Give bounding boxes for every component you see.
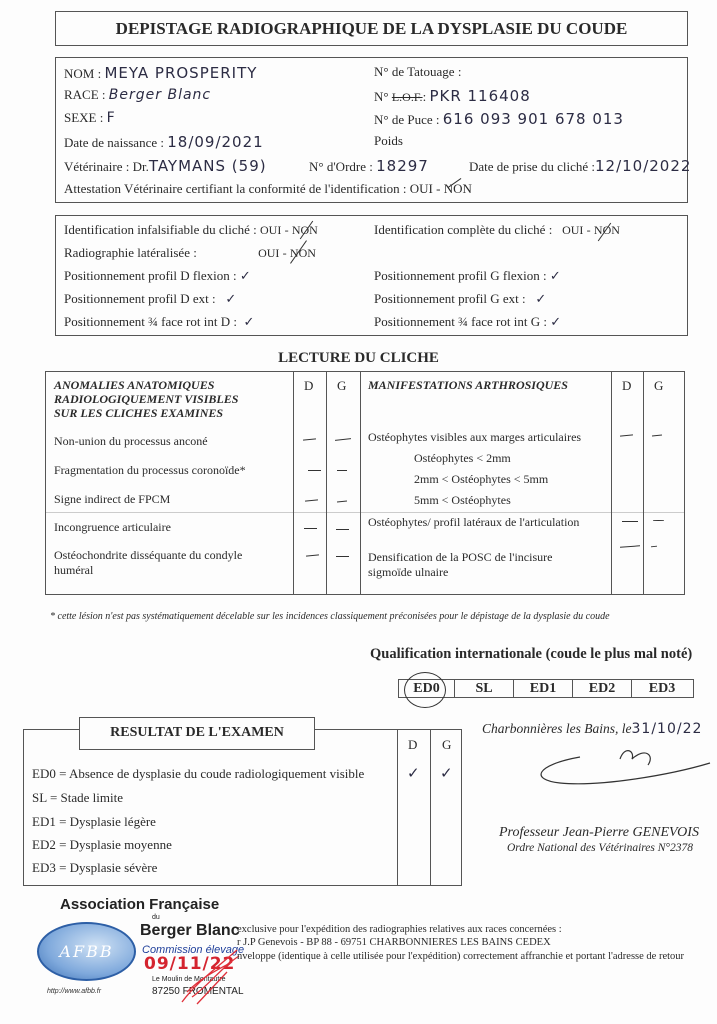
arthrose-row-label: 5mm < Ostéophytes [414,493,511,507]
stamp-line3: Berger Blanc [140,922,240,939]
position-label: Positionnement profil D flexion : [64,268,237,283]
checks-section [55,215,688,336]
col-line [293,372,294,594]
position-mark: ✓ [535,292,548,307]
position-mark: ✓ [243,315,256,330]
signature-name: Professeur Jean-Pierre GENEVOIS [499,825,699,840]
position-d-flexion [64,268,252,284]
resultat-col-g: G [442,737,452,752]
position-g-flexion [374,268,562,284]
veterinaire-field [64,157,267,175]
grade-ed1[interactable]: ED1 [514,680,573,697]
mark-g-profil [653,520,664,521]
puce-field [374,110,624,128]
mark-g-row3 [337,500,347,502]
resultat-col-d: D [408,737,418,752]
footer-line3: nveloppe (identique à celle utilisée pour l'expédition) correctement affranchie et portant l'adresse de retour [237,951,685,962]
mark-d-row4 [304,528,317,529]
resultat-title: RESULTAT DE L'EXAMEN [110,725,284,740]
resultat-g-mark: ✓ [440,764,454,782]
puce-value: 616 093 901 678 013 [442,110,624,128]
poids-label: Poids [374,133,403,148]
right-header: MANIFESTATIONS ARTHROSIQUES [368,378,568,392]
stamp-line2: du [152,914,160,921]
col-line [430,730,431,885]
arthrose-row-label: 2mm < Ostéophytes < 5mm [414,472,549,486]
sexe-value: F [106,110,116,126]
naissance-field [64,133,264,151]
strike-mark-icon [300,221,313,240]
attestation-non[interactable]: NON [444,181,472,196]
veterinaire-label: Vétérinaire : Dr. [64,159,149,174]
resultat-title-box [79,717,315,750]
position-mark: ✓ [549,269,562,284]
stamp-line5: Le Moulin de Montautre [152,976,226,983]
lecture-title: LECTURE DU CLICHE [278,350,439,366]
arthrose-row-label: Ostéophytes < 2mm [414,451,511,465]
mark-d-row1 [303,438,316,440]
mark-g-row5 [336,556,349,557]
mark-g-row2 [337,470,347,471]
page-title: DEPISTAGE RADIOGRAPHIQUE DE LA DYSPLASIE DU COUDE [115,19,628,38]
non-option[interactable]: NON [292,223,318,237]
lecture-table [45,371,685,595]
anomaly-row-label [54,548,242,578]
attestation-sep: - [436,181,441,196]
left-header [54,378,238,420]
attestation-field [64,181,472,197]
signature-scribble-icon [520,745,717,795]
option-sep: - [586,223,591,237]
signature-place-label: Charbonnières les Bains, le [482,721,632,736]
puce-label: N° de Puce : [374,112,440,127]
race-value: Berger Blanc [108,87,212,103]
lof-field [374,87,531,105]
grade-ed3[interactable]: ED3 [648,681,676,696]
position-label: Positionnement ¾ face rot int G : [374,314,547,329]
ordre-field [309,157,429,175]
mark-d-posc [620,545,640,547]
resultat-d-mark: ✓ [407,764,421,782]
lof-prefix: N° [374,89,389,104]
left-col-d-header: D [304,378,314,393]
option-sep: - [282,246,287,260]
qualification-title: Qualification internationale (coude le plus mal noté) [370,646,693,662]
nom-field [64,64,257,82]
lof-struck-label: L.O.F. [391,90,423,104]
position-label: Positionnement ¾ face rot int D : [64,314,237,329]
stamp-date: 09/11/22 [144,954,236,974]
resultat-row: ED2 = Dysplasie moyenne [32,837,172,852]
grade-ed0[interactable]: ED0 [399,680,455,697]
mark-g-row4 [336,529,349,530]
mark-d-row2 [308,470,321,471]
resultat-row: SL = Stade limite [32,790,123,805]
arthrose-row-label: Ostéophytes visibles aux marges articulaires [368,430,582,444]
check-label: Identification complète du cliché : [374,222,553,237]
strike-mark-icon [290,240,307,264]
resultat-row: ED1 = Dysplasie légère [32,814,156,829]
strike-mark-icon [598,223,611,242]
mark-d-osteophytes [620,434,633,436]
mark-d-profil [622,521,638,522]
lof-suffix: : [422,89,427,104]
position-d-ext [64,291,237,307]
mark-g-posc [651,546,657,548]
left-col-g-header: G [337,378,347,393]
position-mark: ✓ [239,269,252,284]
nom-value: MEYA PROSPERITY [104,64,258,82]
signature-ordre: Ordre National des Vétérinaires N°2378 [507,842,694,854]
identity-section [55,57,692,203]
position-g-rot [374,314,562,330]
arthrose-row-line: Densification de la POSC de l'incisure [368,550,553,564]
oui-option[interactable]: OUI [258,246,280,260]
naissance-label: Date de naissance : [64,135,164,150]
left-header-line: SUR LES CLICHES EXAMINES [54,406,224,420]
anomaly-row-line: Ostéochondrite disséquante du condyle [54,548,243,562]
tatouage-field [374,64,461,80]
resultat-row: ED0 = Absence de dysplasie du coude radiologiquement visible [32,766,365,781]
right-col-g-header: G [654,378,664,393]
date-cliche-value: 12/10/2022 [594,157,692,175]
check-label: Radiographie latéralisée : [64,245,197,260]
resultat-row: ED3 = Dysplasie sévère [32,860,158,875]
col-line [611,372,612,594]
non-option[interactable]: NON [594,223,620,237]
date-cliche-label: Date de prise du cliché : [469,159,595,174]
anomaly-row-label: Incongruence articulaire [54,520,171,534]
option-sep: - [284,223,289,237]
oui-option[interactable]: OUI [260,223,282,237]
sexe-label: SEXE : [64,110,104,125]
sexe-field [64,110,116,126]
position-mark: ✓ [550,315,563,330]
ordre-label: N° d'Ordre : [309,159,373,174]
afbb-logo [37,922,136,981]
position-label: Positionnement profil G flexion : [374,268,547,283]
ordre-value: 18297 [376,157,429,175]
mark-g-osteophytes [652,434,662,436]
check-infalsifiable [64,222,318,238]
naissance-value: 18/09/2021 [167,133,264,151]
anomaly-row-label: Non-union du processus anconé [54,434,208,448]
mark-g-row1 [335,438,351,441]
anomaly-row-line: huméral [54,563,94,577]
mark-d-row3 [305,499,318,501]
race-label: RACE : [64,87,106,102]
title-box [55,11,688,46]
afbb-logo-text: AFBB [59,942,114,961]
check-complete [374,222,620,238]
selected-circle-icon [404,672,446,708]
check-label: Identification infalsifiable du cliché : [64,222,257,237]
left-header-line: RADIOLOGIQUEMENT VISIBLES [54,392,239,406]
date-cliche-field [469,157,691,175]
grade-sl[interactable]: SL [455,680,514,697]
tatouage-label: N° de Tatouage : [374,64,462,79]
right-col-d-header: D [622,378,632,393]
col-line [326,372,327,594]
anomaly-row-label: Signe indirect de FPCM [54,492,171,506]
position-g-ext [374,291,547,307]
oui-option[interactable]: OUI [562,223,584,237]
position-d-rot [64,314,255,330]
veterinaire-value: TAYMANS (59) [148,157,267,175]
lof-value: PKR 116408 [429,87,531,105]
col-line [360,372,361,594]
signature-place [482,721,702,737]
footer-line1: exclusive pour l'expédition des radiographies relatives aux races concernées : [237,924,562,935]
nom-label: NOM : [64,66,102,81]
attestation-label: Attestation Vétérinaire certifiant la conformité de l'identification : [64,181,407,196]
poids-field [374,133,403,149]
arthrose-row-label: Ostéophytes/ profil latéraux de l'articulation [368,515,580,529]
position-label: Positionnement profil D ext : [64,291,216,306]
stamp-url: http://www.afbb.fr [47,988,102,995]
col-line [397,730,398,885]
non-option[interactable]: NON [290,246,316,260]
strike-mark-icon [447,178,461,188]
position-mark: ✓ [225,292,238,307]
stamp-line6: 87250 FROMENTAL [152,986,244,997]
signature-date: 31/10/22 [631,721,703,737]
stamp-line4: Commission élevage [142,944,245,956]
row-divider [46,512,684,513]
col-line [643,372,644,594]
afbb-stamp [22,892,245,1002]
position-label: Positionnement profil G ext : [374,291,526,306]
resultat-table [23,729,462,886]
qualification-grades [398,679,694,698]
anomaly-row-label: Fragmentation du processus coronoïde* [54,463,246,477]
arthrose-row-label [368,550,552,580]
mark-d-row5 [306,554,319,556]
footnote: * cette lésion n'est pas systématiquement décelable sur les incidences classiquement préconisées pour le dépistage de la dysplasie du coude [50,611,610,622]
check-lateralisee [64,245,316,261]
race-field [64,87,211,103]
grade-ed2[interactable]: ED2 [573,680,632,697]
arthrose-row-line: sigmoïde ulnaire [368,565,449,579]
stamp-line1: Association Française [60,896,220,913]
left-header-line: ANOMALIES ANATOMIQUES [54,378,215,392]
attestation-oui[interactable]: OUI [409,181,433,196]
footer-line2: r J.P Genevois - BP 88 - 69751 CHARBONNIERES LES BAINS CEDEX [237,937,551,948]
